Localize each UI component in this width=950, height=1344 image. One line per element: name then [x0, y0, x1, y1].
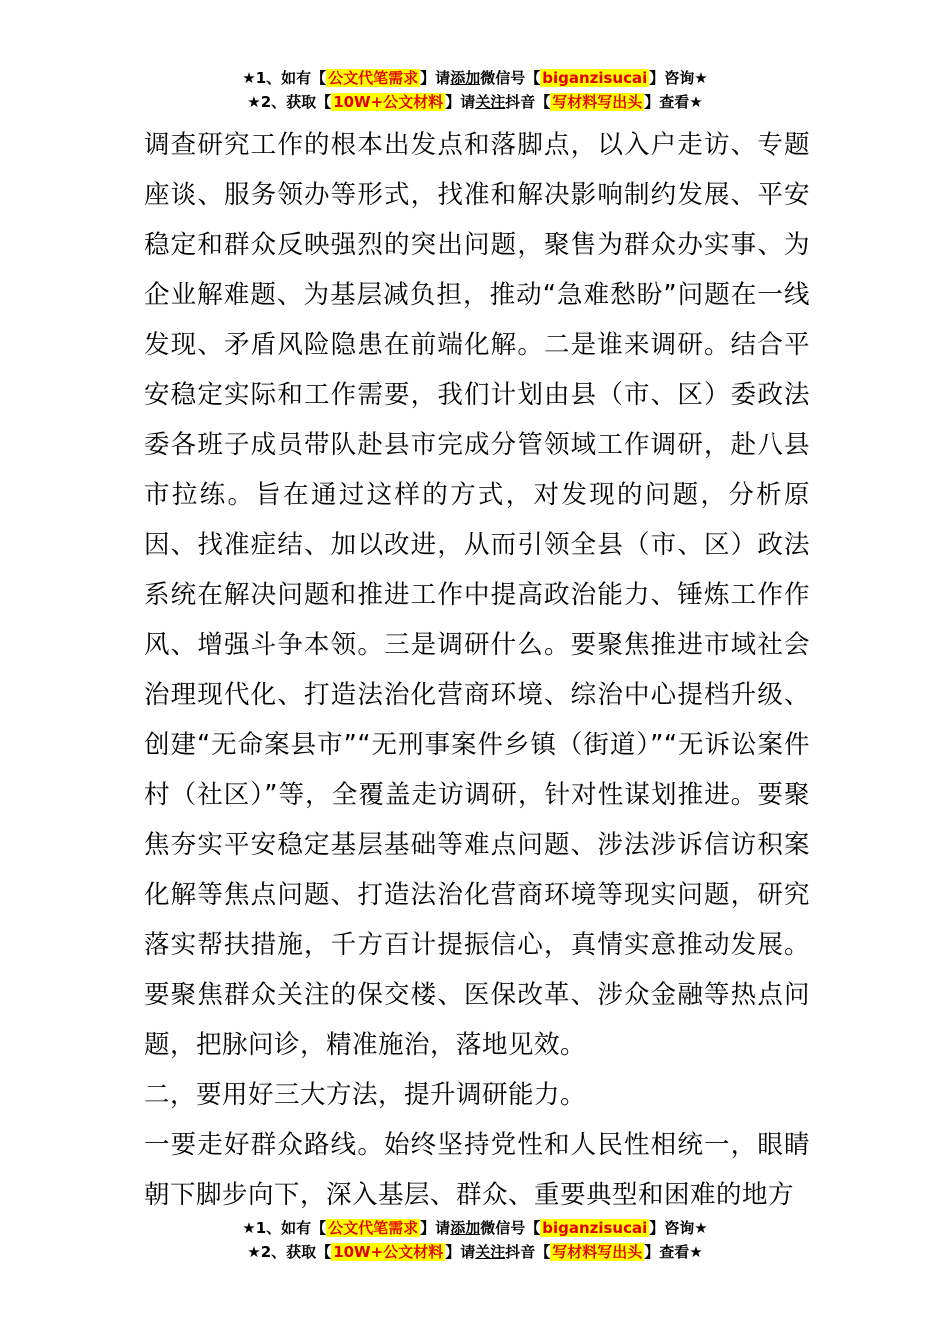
- banner-text: 微信号【: [480, 1219, 541, 1237]
- banner-line-2: [0, 90, 950, 114]
- banner-text: 】请: [420, 1219, 451, 1237]
- banner-text: 抖音【: [505, 93, 551, 111]
- banner-text: ★1、如有【: [242, 69, 327, 87]
- banner-text: 】请: [420, 69, 451, 87]
- banner-text: 抖音【: [505, 1243, 551, 1261]
- banner-text: 】咨询★: [649, 1219, 708, 1237]
- banner-text: 】请: [445, 93, 476, 111]
- banner-highlight: 10W+公文材料: [333, 1243, 444, 1261]
- banner-text: ★2、获取【: [247, 1243, 332, 1261]
- body-paragraph: 一要走好群众路线。始终坚持党性和人民性相统一，眼睛朝下脚步向下，深入基层、群众、重要典型和困难的地方: [144, 1130, 810, 1210]
- banner-highlight: biganzisucai: [542, 69, 648, 87]
- banner-text: 】咨询★: [649, 69, 708, 87]
- banner-highlight: 公文代笔需求: [328, 69, 419, 87]
- banner-line-1: [0, 66, 950, 90]
- banner-underline: 关注: [475, 1243, 506, 1261]
- section-heading: 二，要用好三大方法，提升调研能力。: [144, 1080, 587, 1110]
- banner-line-2: [0, 1240, 950, 1264]
- footer-banner: [0, 1216, 950, 1264]
- banner-text: 】查看★: [644, 1243, 703, 1261]
- banner-text: 】请: [445, 1243, 476, 1261]
- banner-text: ★1、如有【: [242, 1219, 327, 1237]
- banner-text: 微信号【: [480, 69, 541, 87]
- banner-highlight: 公文代笔需求: [328, 1219, 419, 1237]
- banner-underline: 关注: [475, 93, 506, 111]
- banner-highlight: 写材料写出头: [552, 1243, 643, 1261]
- banner-underline: 添加: [450, 69, 481, 87]
- banner-underline: 添加: [450, 1219, 481, 1237]
- banner-highlight: biganzisucai: [542, 1219, 648, 1237]
- banner-highlight: 写材料写出头: [552, 93, 643, 111]
- banner-line-1: [0, 1216, 950, 1240]
- body-paragraph: 调查研究工作的根本出发点和落脚点，以入户走访、专题座谈、服务领办等形式，找准和解决影响制约发展、平安稳定和群众反映强烈的突出问题，聚售为群众办实事、为企业解难题、为基层减负担，推动“急难愁盼”问题在一线发现、矛盾风险隐患在前端化解。二是谁来调研。结合平安稳定实际和工作需要，我们计划由县（市、区）委政法委各班子成员带队赴县市完成分管领域工作调研，赴八县市拉练。旨在通过这样的方式，对发现的问题，分析原因、找准症结、加以改进，从而引领全县（市、区）政法系统在解决问题和推进工作中提高政治能力、锤炼工作作风、增强斗争本领。三是调研什么。要聚焦推进市域社会治理现代化、打造法治化营商环境、综治中心提档升级、创建“无命案县市”“无刑事案件乡镇（街道）”“无诉讼案件村（社区）”等，全覆盖走访调研，针对性谋划推进。要聚焦夯实平安稳定基层基础等难点问题、涉法涉诉信访积案化解等焦点问题、打造法治化营商环境等现实问题，研究落实帮扶措施，千方百计提振信心，真情实意推动发展。要聚焦群众关注的保交楼、医保改革、涉众金融等热点问题，把脉问诊，精准施治，落地见效。: [144, 130, 810, 1060]
- document-body: [144, 120, 810, 1220]
- header-banner: [0, 66, 950, 114]
- banner-text: 】查看★: [644, 93, 703, 111]
- banner-highlight: 10W+公文材料: [333, 93, 444, 111]
- banner-text: ★2、获取【: [247, 93, 332, 111]
